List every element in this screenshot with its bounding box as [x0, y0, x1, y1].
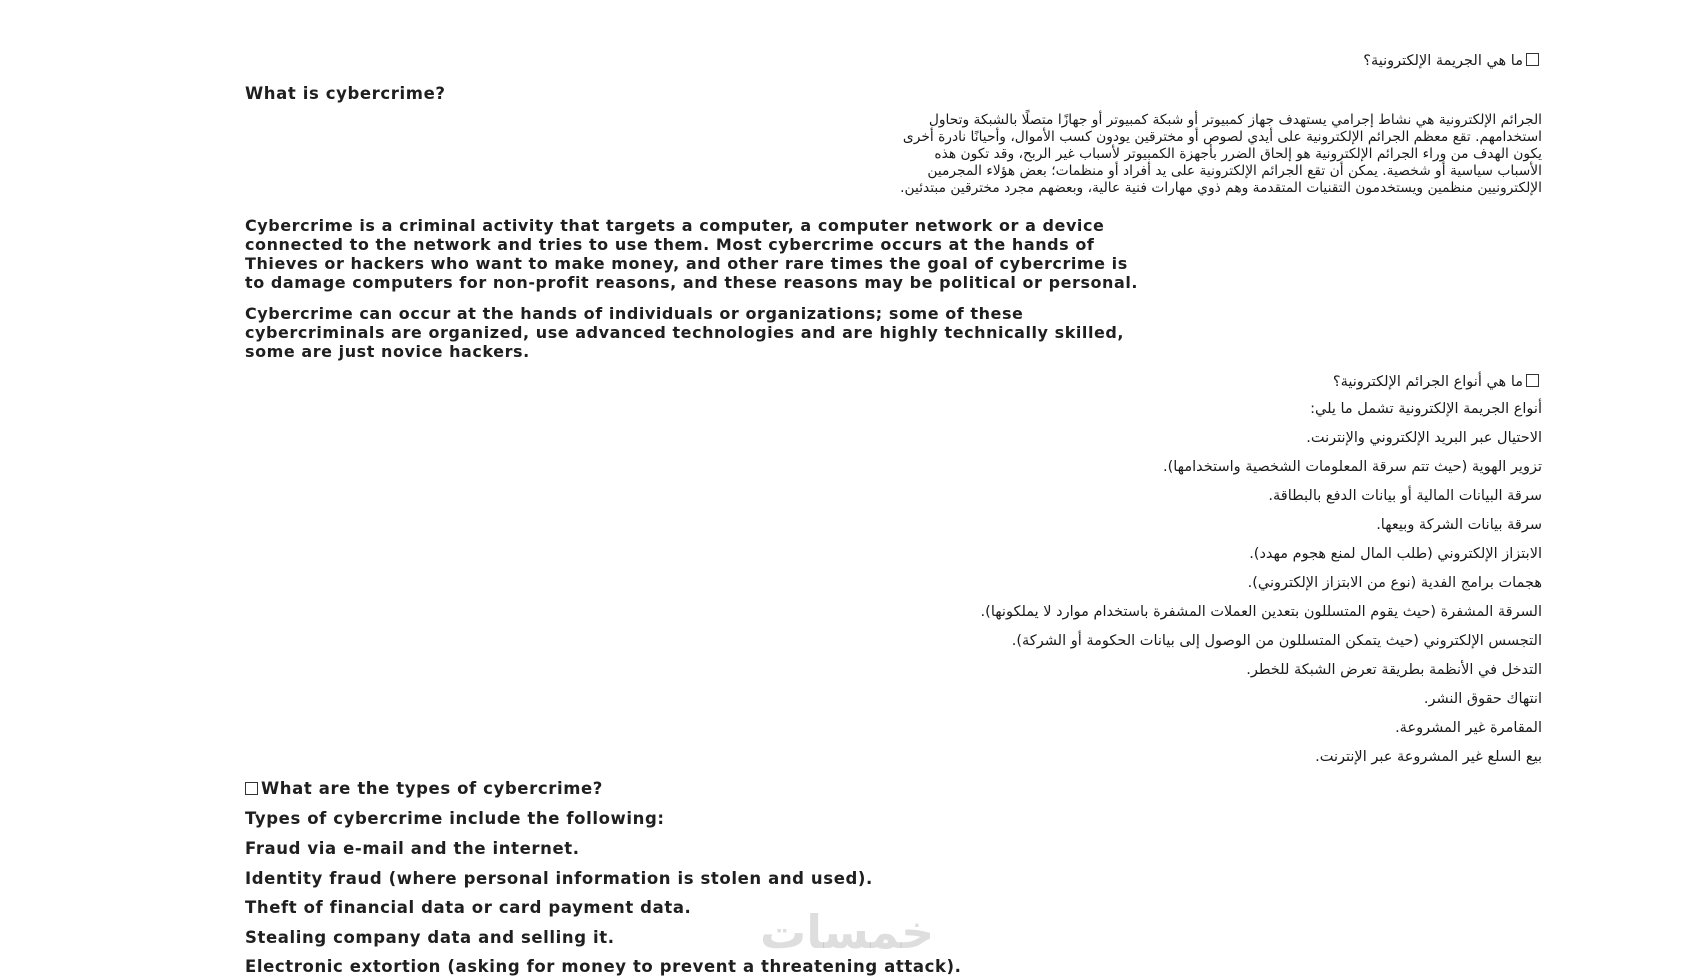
english-type-item: Theft of financial data or card payment data.: [245, 898, 692, 917]
english-definition-paragraph: [245, 216, 1545, 292]
khamsat-watermark-logo: خمسات: [760, 905, 935, 959]
paragraph-line: استخدامهم. تقع معظم الجرائم الإلكترونية على أيدي لصوص أو مخترقين يودون كسب الأموال، وأحيانًا نادرة أخرى: [902, 129, 1542, 145]
paragraph-line: Cybercrime can occur at the hands of individuals or organizations; some of these: [245, 304, 1024, 323]
arabic-type-item: بيع السلع غير المشروعة عبر الإنترنت.: [1315, 749, 1542, 765]
paragraph-line: connected to the network and tries to use them. Most cybercrime occurs at the hands of: [245, 235, 1095, 254]
english-organized-paragraph: [245, 304, 1545, 361]
english-heading-types-of-cybercrime: What are the types of cybercrime?: [245, 779, 603, 798]
checkbox-bullet-icon: [1526, 374, 1539, 387]
arabic-heading-types-of-cybercrime: ما هي أنواع الجرائم الإلكترونية؟: [1333, 373, 1542, 391]
arabic-type-item: السرقة المشفرة (حيث يقوم المتسللون بتعدين العملات المشفرة باستخدام موارد لا يملكونها).: [980, 604, 1542, 620]
paragraph-line: الجرائم الإلكترونية هي نشاط إجرامي يستهدف جهاز كمبيوتر أو شبكة كمبيوتر أو جهازًا متصلًا بالشبكة وتحاول: [928, 112, 1542, 128]
paragraph-line: يكون الهدف من وراء الجرائم الإلكترونية هو إلحاق الضرر بأجهزة الكمبيوتر لأسباب غير الربح، وقد تكون هذه: [934, 146, 1542, 162]
arabic-type-item: المقامرة غير المشروعة.: [1395, 720, 1542, 736]
arabic-type-item: سرقة البيانات المالية أو بيانات الدفع بالبطاقة.: [1268, 488, 1542, 504]
arabic-type-item: التدخل في الأنظمة بطريقة تعرض الشبكة للخطر.: [1246, 662, 1542, 678]
arabic-heading-what-is-cybercrime: ما هي الجريمة الإلكترونية؟: [1363, 52, 1542, 70]
paragraph-line: Cybercrime is a criminal activity that targets a computer, a computer network or a device: [245, 216, 1105, 235]
checkbox-bullet-icon: [245, 782, 258, 795]
english-type-item: Identity fraud (where personal information is stolen and used).: [245, 869, 873, 888]
arabic-type-item: سرقة بيانات الشركة وبيعها.: [1376, 517, 1542, 533]
english-type-item: Electronic extortion (asking for money to prevent a threatening attack).: [245, 957, 962, 976]
paragraph-line: الإلكترونيين منظمين ويستخدمون التقنيات المتقدمة وهم ذوي مهارات فنية عالية، وبعضهم مجرد مخترقين مبتدئين.: [900, 180, 1542, 196]
arabic-type-item: الابتزاز الإلكتروني (طلب المال لمنع هجوم مهدد).: [1249, 546, 1542, 562]
arabic-type-item: تزوير الهوية (حيث تتم سرقة المعلومات الشخصية واستخدامها).: [1162, 459, 1542, 475]
english-types-intro: Types of cybercrime include the following:: [245, 809, 665, 828]
paragraph-line: الأسباب سياسية أو شخصية. يمكن أن تقع الجرائم الإلكترونية على يد أفراد أو منظمات؛ بعض هؤلاء المجرمين: [927, 163, 1542, 179]
arabic-type-item: الاحتيال عبر البريد الإلكتروني والإنترنت.: [1306, 430, 1542, 446]
checkbox-bullet-icon: [1526, 53, 1539, 66]
arabic-type-item: انتهاك حقوق النشر.: [1423, 691, 1542, 707]
arabic-type-item: التجسس الإلكتروني (حيث يتمكن المتسللون من الوصول إلى بيانات الحكومة أو الشركة).: [1011, 633, 1542, 649]
arabic-definition-paragraph: [282, 112, 1542, 197]
arabic-type-item: هجمات برامج الفدية (نوع من الابتزاز الإلكتروني).: [1247, 575, 1542, 591]
english-heading-what-is-cybercrime: What is cybercrime?: [245, 84, 446, 103]
paragraph-line: some are just novice hackers.: [245, 342, 530, 361]
paragraph-line: cybercriminals are organized, use advanced technologies and are highly technically skilled,: [245, 323, 1125, 342]
english-type-item: Fraud via e-mail and the internet.: [245, 839, 580, 858]
paragraph-line: to damage computers for non-profit reasons, and these reasons may be political or personal.: [245, 273, 1139, 292]
arabic-types-intro: أنواع الجريمة الإلكترونية تشمل ما يلي:: [1310, 401, 1542, 417]
english-type-item: Stealing company data and selling it.: [245, 928, 615, 947]
paragraph-line: Thieves or hackers who want to make money, and other rare times the goal of cybercrime is: [245, 254, 1128, 273]
